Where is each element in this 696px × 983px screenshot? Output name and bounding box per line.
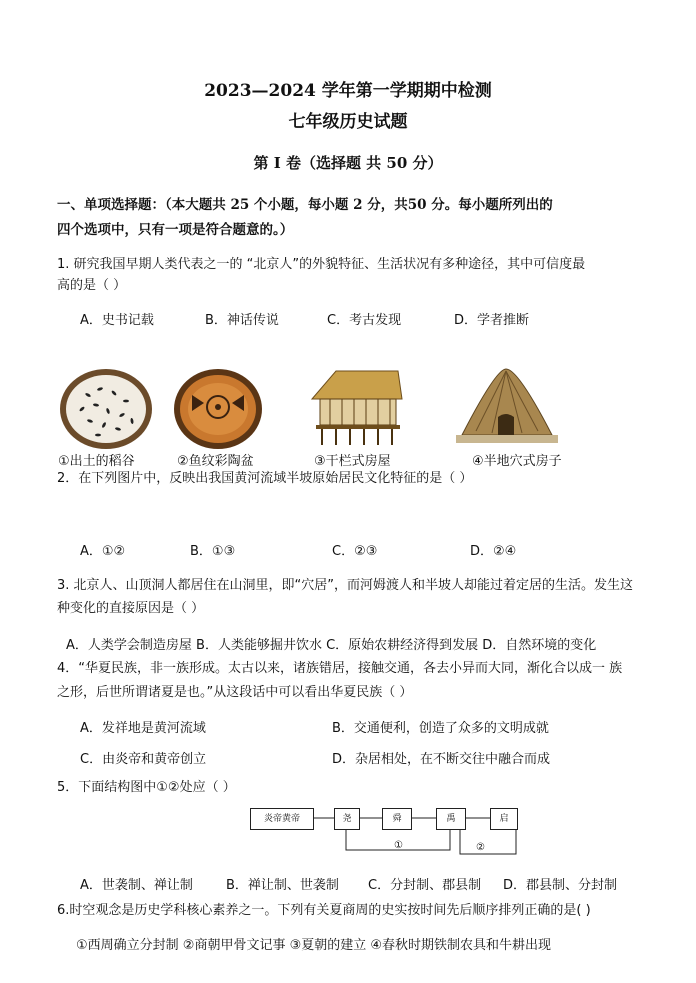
diagram-box-yandi-huangdi: 炎帝黄帝 — [250, 808, 314, 830]
q2-option-b: B．①③ — [190, 544, 236, 559]
diagram-box-yao: 尧 — [334, 808, 360, 830]
part-heading: 第 I 卷（选择题 共 50 分） — [253, 154, 443, 172]
q2-option-a: A．①② — [80, 544, 126, 559]
caption-1: ①出土的稻谷 — [58, 454, 135, 469]
q4-option-c: C．由炎帝和黄帝创立 — [80, 752, 207, 767]
diagram-box-qi: 启 — [490, 808, 518, 830]
diagram-box-yu: 禹 — [436, 808, 466, 830]
section-instruction-line2: 四个选项中，只有一项是符合题意的。） — [57, 222, 294, 238]
q6-items: ①西周确立分封制 ②商朝甲骨文记事 ③夏朝的建立 ④春秋时期铁制农具和牛耕出现 — [76, 938, 552, 953]
q4-option-a: A．发祥地是黄河流域 — [80, 721, 206, 736]
rice-grain-image — [58, 365, 158, 451]
exam-title: 2023—2024 学年第一学期期中检测 — [204, 81, 492, 101]
diagram-box-shun: 舜 — [382, 808, 412, 830]
caption-4: ④半地穴式房子 — [472, 454, 562, 469]
q4-stem-line2: 之形，后世所谓诸夏是也。”从这段话中可以看出华夏民族（ ） — [57, 685, 413, 700]
q5-stem: 5．下面结构图中①②处应（ ） — [57, 780, 236, 795]
diagram-mark-2: ② — [476, 842, 485, 853]
q1-stem-line2: 高的是（ ） — [57, 278, 127, 293]
q3-options: A．人类学会制造房屋 B．人类能够掘井饮水 C．原始农耕经济得到发展 D．自然环境的变化 — [66, 638, 597, 653]
q2-option-c: C．②③ — [332, 544, 378, 559]
q1-option-d: D．学者推断 — [454, 313, 530, 328]
q5-option-c: C．分封制、郡县制 — [368, 878, 482, 893]
caption-2: ②鱼纹彩陶盆 — [177, 454, 254, 469]
q1-option-c: C．考古发现 — [327, 313, 402, 328]
q1-option-b: B．神话传说 — [205, 313, 279, 328]
diagram-mark-1: ① — [394, 840, 403, 851]
q2-stem: 2．在下列图片中，反映出我国黄河流域半坡原始居民文化特征的是（ ） — [57, 471, 473, 486]
q3-stem-line2: 种变化的直接原因是（ ） — [57, 601, 205, 616]
q1-stem-line1: 1. 研究我国早期人类代表之一的 “北京人”的外貌特征、生活状况有多种途径，其中可信度最 — [57, 257, 586, 272]
stilt-house-image — [306, 365, 404, 451]
q3-stem-line1: 3. 北京人、山顶洞人都居住在山洞里，即“穴居”，而河姆渡人和半坡人却能过着定居的生活。发生这 — [57, 578, 634, 593]
q4-option-b: B．交通便利，创造了众多的文明成就 — [332, 721, 549, 736]
q5-option-d: D．郡县制、分封制 — [503, 878, 618, 893]
q4-option-d: D．杂居相处，在不断交往中融合而成 — [332, 752, 551, 767]
q5-option-b: B．禅让制、世袭制 — [226, 878, 339, 893]
q6-stem: 6.时空观念是历史学科核心素养之一。下列有关夏商周的史实按时间先后顺序排列正确的是( ) — [57, 903, 591, 918]
q4-stem-line1: 4．“华夏民族，非一族形成。太古以来，诸族错居，接触交通，各去小异而大同，渐化合以成一 族 — [57, 661, 623, 676]
semi-subterranean-house-image — [456, 365, 558, 451]
q1-option-a: A．史书记载 — [80, 313, 154, 328]
fish-pottery-basin-image — [172, 365, 264, 451]
q5-option-a: A．世袭制、禅让制 — [80, 878, 193, 893]
caption-3: ③干栏式房屋 — [314, 454, 391, 469]
exam-subtitle: 七年级历史试题 — [288, 112, 408, 132]
q2-option-d: D．②④ — [470, 544, 517, 559]
section-instruction-line1: 一、单项选择题：（本大题共 25 个小题，每小题 2 分，共50 分。每小题所列出的 — [57, 197, 553, 213]
